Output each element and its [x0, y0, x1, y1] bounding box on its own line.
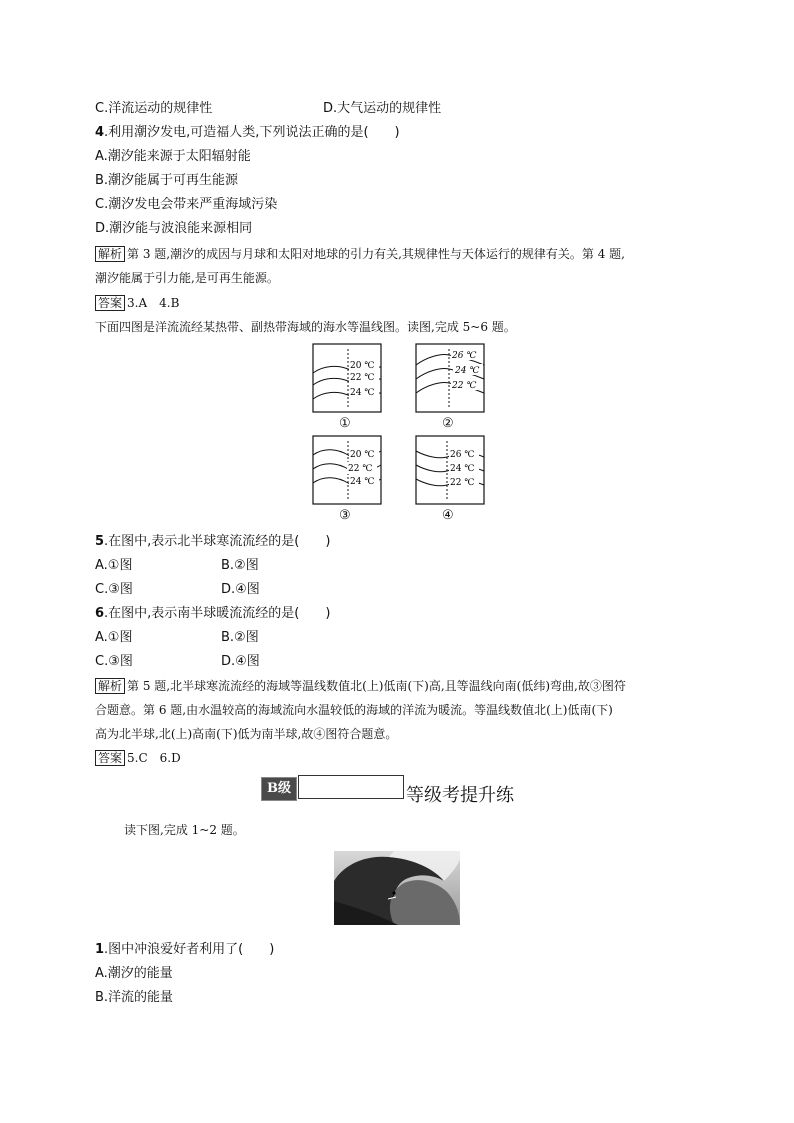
fig1-isotherm-1: 20 ℃ — [350, 361, 375, 371]
intro-1-2: 读下图,完成 1~2 题。 — [124, 823, 245, 837]
answer-label: 答案 — [95, 295, 125, 311]
isotherm-figure-1 — [312, 343, 382, 413]
q5-option-b: B.②图 — [221, 558, 259, 573]
fig1-isotherm-2: 22 ℃ — [350, 373, 375, 383]
figure-3-label: ③ — [339, 508, 351, 523]
intro-5-6: 下面四图是洋流流经某热带、副热带海域的海水等温线图。读图,完成 5~6 题。 — [95, 320, 516, 334]
answer-label-2: 答案 — [95, 750, 125, 766]
fig1-isotherm-3: 24 ℃ — [350, 388, 375, 398]
fig4-isotherm-2: 24 ℃ — [450, 464, 475, 474]
fig2-isotherm-3: 22 ℃ — [452, 381, 477, 391]
analysis-label: 解析 — [95, 246, 125, 262]
q5-option-d: D.④图 — [221, 582, 260, 597]
q6-option-b: B.②图 — [221, 630, 259, 645]
analysis-2-line-2: 合题意。第 6 题,由水温较高的海域流向水温较低的海域的洋流为暖流。等温线数值北(上)低南(下) — [95, 703, 613, 717]
q3-option-c: C.洋流运动的规律性 — [95, 101, 213, 116]
section-header-box — [298, 775, 404, 799]
surfing-wave-photo — [334, 851, 460, 925]
question-1: 1.图中冲浪爱好者利用了( ) — [95, 942, 275, 957]
q6-option-a: A.①图 — [95, 630, 133, 645]
question-5: 5.在图中,表示北半球寒流流经的是( ) — [95, 534, 331, 549]
figure-4-label: ④ — [442, 508, 454, 523]
question-4: 4.利用潮汐发电,可造福人类,下列说法正确的是( ) — [95, 125, 400, 140]
fig4-isotherm-3: 22 ℃ — [450, 478, 475, 488]
analysis-2-line-1: 解析 第 5 题,北半球寒流流经的海域等温线数值北(上)低南(下)高,且等温线向南(低纬)弯曲,故③图符 — [95, 677, 626, 695]
figure-2-label: ② — [442, 416, 454, 431]
isotherm-figure-2 — [415, 343, 485, 413]
isotherm-figure-4 — [415, 435, 485, 505]
question-6: 6.在图中,表示南半球暖流流经的是( ) — [95, 606, 331, 621]
q4-option-d: D.潮汐能与波浪能来源相同 — [95, 221, 253, 236]
q5-option-c: C.③图 — [95, 582, 133, 597]
q6-option-d: D.④图 — [221, 654, 260, 669]
q4-option-c: C.潮汐发电会带来严重海域污染 — [95, 197, 278, 212]
analysis-1-line-2: 潮汐能属于引力能,是可再生能源。 — [95, 271, 279, 285]
fig3-isotherm-3: 24 ℃ — [350, 477, 375, 487]
figure-1-label: ① — [339, 416, 351, 431]
answer-1: 答案 3.A 4.B — [95, 294, 179, 312]
analysis-2-line-3: 高为北半球,北(上)高南(下)低为南半球,故④图符合题意。 — [95, 727, 398, 741]
q1-option-a: A.潮汐的能量 — [95, 966, 173, 981]
analysis-label-2: 解析 — [95, 678, 125, 694]
q4-option-a: A.潮汐能来源于太阳辐射能 — [95, 149, 251, 164]
answer-2: 答案 5.C 6.D — [95, 749, 181, 767]
level-badge: B级 — [261, 777, 297, 801]
isotherm-figure-3 — [312, 435, 382, 505]
q3-option-d: D.大气运动的规律性 — [323, 101, 442, 116]
fig3-isotherm-2: 22 ℃ — [348, 464, 373, 474]
q1-option-b: B.洋流的能量 — [95, 990, 174, 1005]
fig2-isotherm-1: 26 ℃ — [452, 351, 477, 361]
q4-option-b: B.潮汐能属于可再生能源 — [95, 173, 239, 188]
q6-option-c: C.③图 — [95, 654, 133, 669]
fig3-isotherm-1: 20 ℃ — [350, 450, 375, 460]
fig2-isotherm-2: 24 ℃ — [455, 366, 480, 376]
q5-option-a: A.①图 — [95, 558, 133, 573]
fig4-isotherm-1: 26 ℃ — [450, 450, 475, 460]
analysis-1-line-1: 解析 第 3 题,潮汐的成因与月球和太阳对地球的引力有关,其规律性与天体运行的规律有关。第 4 题, — [95, 245, 625, 263]
section-title: 等级考提升练 — [406, 785, 514, 806]
